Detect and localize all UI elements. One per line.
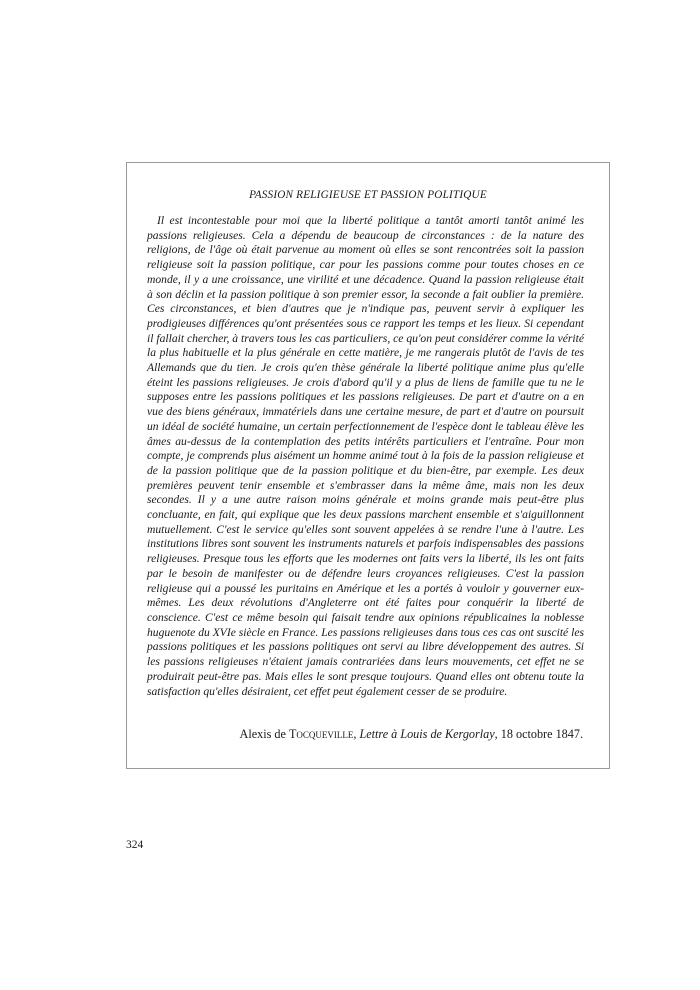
- quote-body: Il est incontestable pour moi que la liberté politique a tantôt amorti tantôt animé les passions religieuses. Cela a dépendu de beaucoup de circonstances : de la nature des religions, de l'âge où était parvenue au moment où elles se sont rencontrées soit la passion religieuse soit la passion politique, car pour les passions comme pour toutes choses en ce monde, il y a une croissance, une virilité et une décadence. Quand la passion religieuse était à son déclin et la passion politique à son premier essor, la seconde a fait oublier la première. Ces circonstances, et bien d'autres que je n'indique pas, peuvent servir à expliquer les prodigieuses différences qu'ont présentées sous ce rapport les temps et les lieux. Si cependant il fallait chercher, à travers tous les cas particuliers, ce qu'on peut considérer comme la vérité la plus habituelle et la plus générale en cette matière, je me rangerais plutôt de l'avis de tes Allemands que du tien. Je crois qu'en thèse générale la liberté politique anime plus qu'elle éteint les passions religieuses. Je crois d'abord qu'il y a plus de liens de famille que tu ne le supposes entre les passions politiques et les passions religieuses. De part et d'autre on a en vue des biens généraux, immatériels dans une certaine mesure, de part et d'autre on poursuit un idéal de société humaine, un certain perfectionnement de l'espèce dont le tableau élève les âmes au-dessus de la contemplation des petits intérêts particuliers et l'entraîne. Pour mon compte, je comprends plus aisément un homme animé tout à la fois de la passion religieuse et de la passion politique que de la passion politique et du bien-être, par exemple. Les deux premières peuvent tenir ensemble et s'embrasser dans la même âme, mais non les deux secondes. Il y a une autre raison moins générale et moins grande mais peut-être plus concluante, en fait, qui explique que les deux passions marchent ensemble et s'aiguillonnent mutuellement. C'est le service qu'elles sont souvent appelées à se rendre l'une à l'autre. Les institutions libres sont souvent les instruments naturels et parfois indispensables des passions religieuses. Presque tous les efforts que les modernes ont faits vers la liberté, ils les ont faits par le besoin de manifester ou de défendre leurs croyances religieuses. C'est la passion religieuse qui a poussé les puritains en Amérique et les a portés à vouloir y gouverner eux-mêmes. Les deux révolutions d'Angleterre ont été faites pour conquérir la liberté de conscience. C'est ce même besoin qui faisait tendre aux opinions républicaines la noblesse huguenote du XVIe siècle en France. Les passions religieuses dans tous ces cas ont suscité les passions politiques et les passions politiques ont servi au libre développement des autres. Si les passions religieuses n'étaient jamais contrariées dans leurs mouvements, cet effet ne se produirait peut-être pas. Mais elles le sont presque toujours. Quand elles ont obtenu toute la satisfaction qu'elles désiraient, cet effet peut également cesser de se produire.: [147, 214, 584, 698]
- quote-box: [126, 162, 610, 769]
- quote-title: PASSION RELIGIEUSE ET PASSION POLITIQUE: [249, 189, 487, 201]
- source-author-first: Alexis de: [239, 727, 286, 741]
- source-date: 18 octobre 1847.: [500, 727, 583, 741]
- source-work: Lettre à Louis de Kergorlay: [359, 727, 495, 741]
- source-author-last: Tocqueville: [288, 727, 354, 741]
- page-number: 324: [126, 839, 144, 851]
- quote-source: Alexis de Tocqueville, Lettre à Louis de Kergorlay, 18 octobre 1847.: [239, 727, 583, 741]
